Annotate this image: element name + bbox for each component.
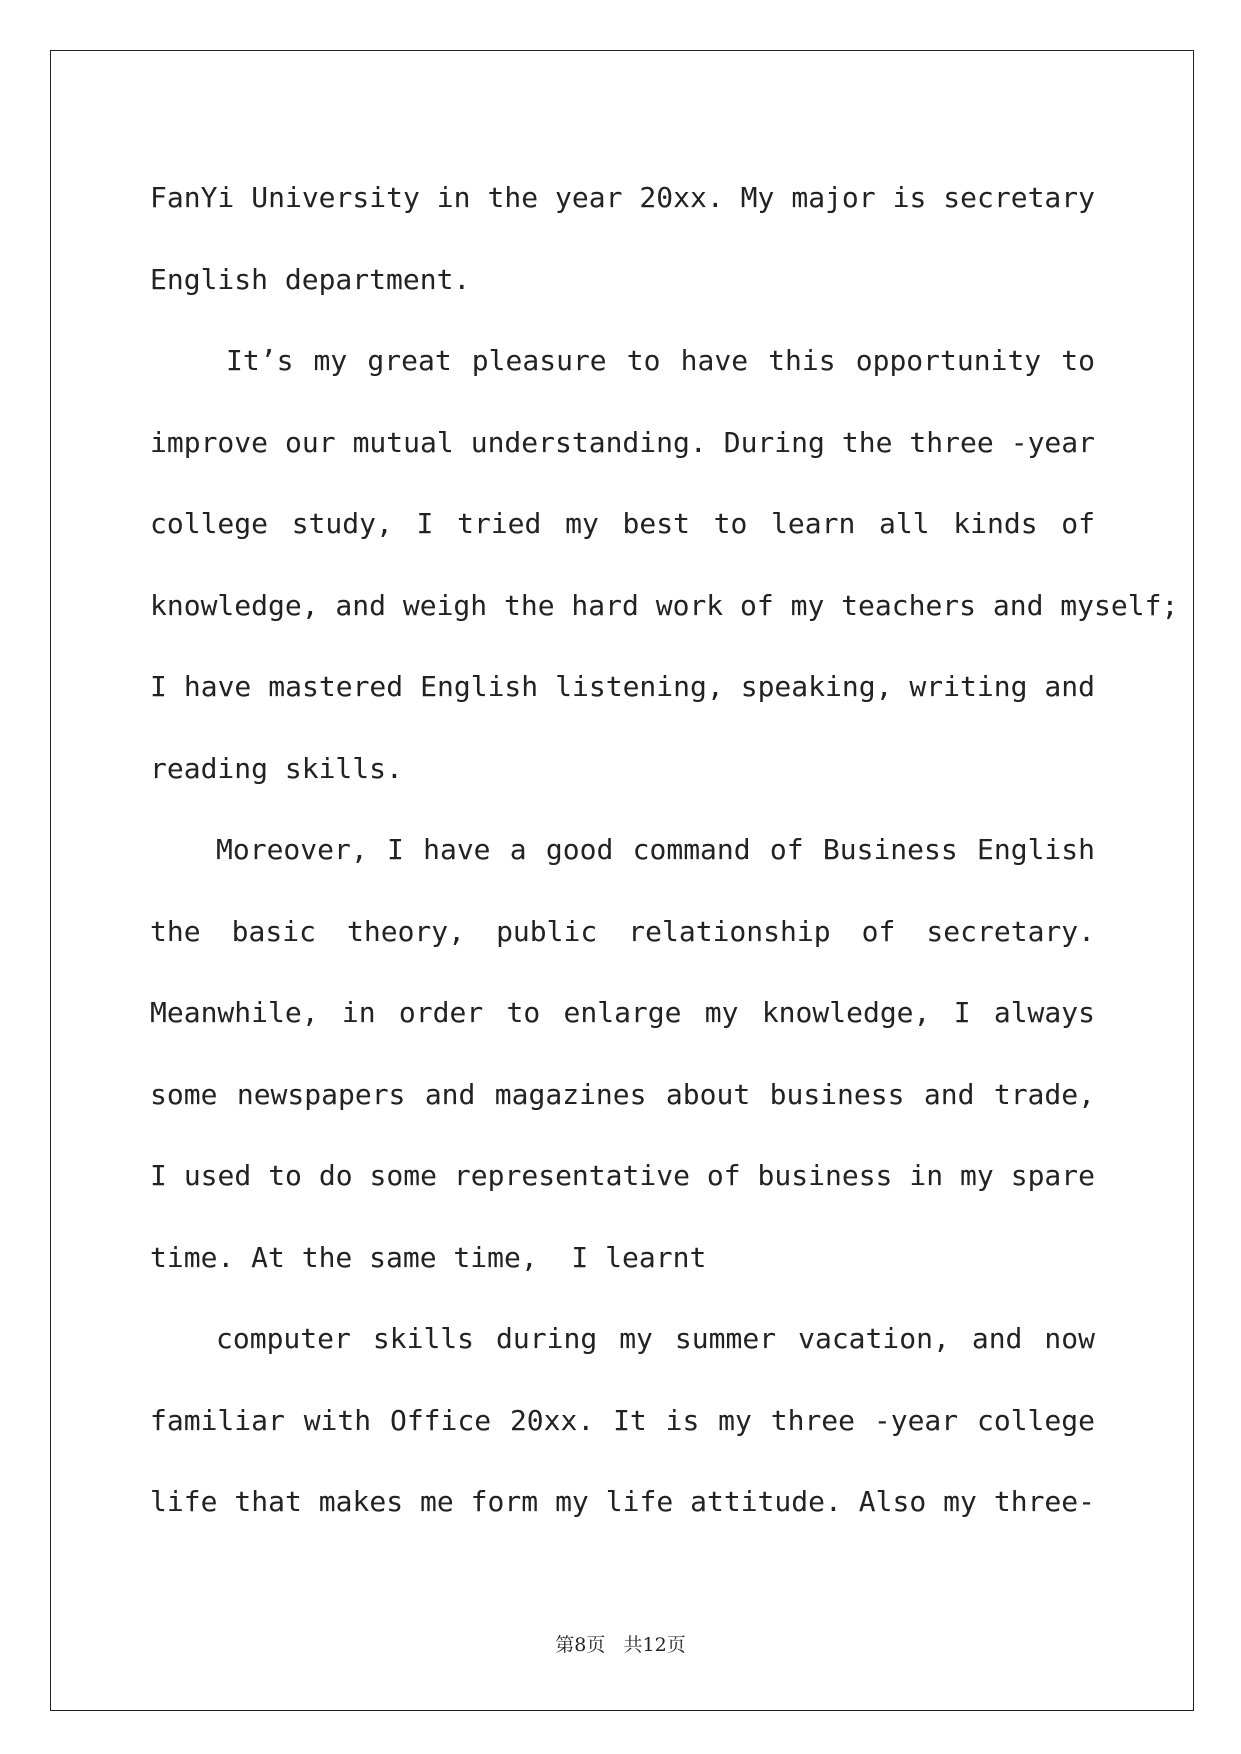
text-line: It’s my great pleasure to have this opportunity to bbox=[226, 344, 1095, 377]
text-line: some newspapers and magazines about business and trade, bbox=[150, 1077, 1095, 1111]
page-number: 第8页 bbox=[555, 1634, 606, 1656]
text-line: FanYi University in the year 20xx. My major is secretary bbox=[150, 181, 1095, 214]
text-line: I have mastered English listening, speaking, writing and bbox=[150, 670, 1095, 703]
text-line: improve our mutual understanding. During the three -year bbox=[150, 425, 1095, 459]
text-line: reading skills. bbox=[150, 751, 403, 785]
text-line: computer skills during my summer vacation, and now bbox=[216, 1322, 1095, 1355]
text-line: time. At the same time, I learnt bbox=[150, 1240, 707, 1274]
text-line: the basic theory, public relationship of secretary. bbox=[150, 914, 1095, 948]
text-line: Moreover, I have a good command of Business English bbox=[216, 833, 1095, 866]
text-line: knowledge, and weigh the hard work of my teachers and myself; bbox=[150, 588, 1179, 622]
text-line: I used to do some representative of business in my spare bbox=[150, 1159, 1095, 1192]
text-line: Meanwhile, in order to enlarge my knowledge, I always bbox=[150, 996, 1095, 1029]
text-line: English department. bbox=[150, 262, 471, 296]
text-line: college study, I tried my best to learn all kinds of bbox=[150, 507, 1095, 540]
text-line: life that makes me form my life attitude. Also my three- bbox=[150, 1485, 1095, 1518]
page-footer bbox=[0, 1630, 1241, 1657]
document-body bbox=[150, 157, 1179, 1543]
page-total: 共12页 bbox=[623, 1634, 686, 1656]
text-line: familiar with Office 20xx. It is my three -year college bbox=[150, 1403, 1095, 1437]
